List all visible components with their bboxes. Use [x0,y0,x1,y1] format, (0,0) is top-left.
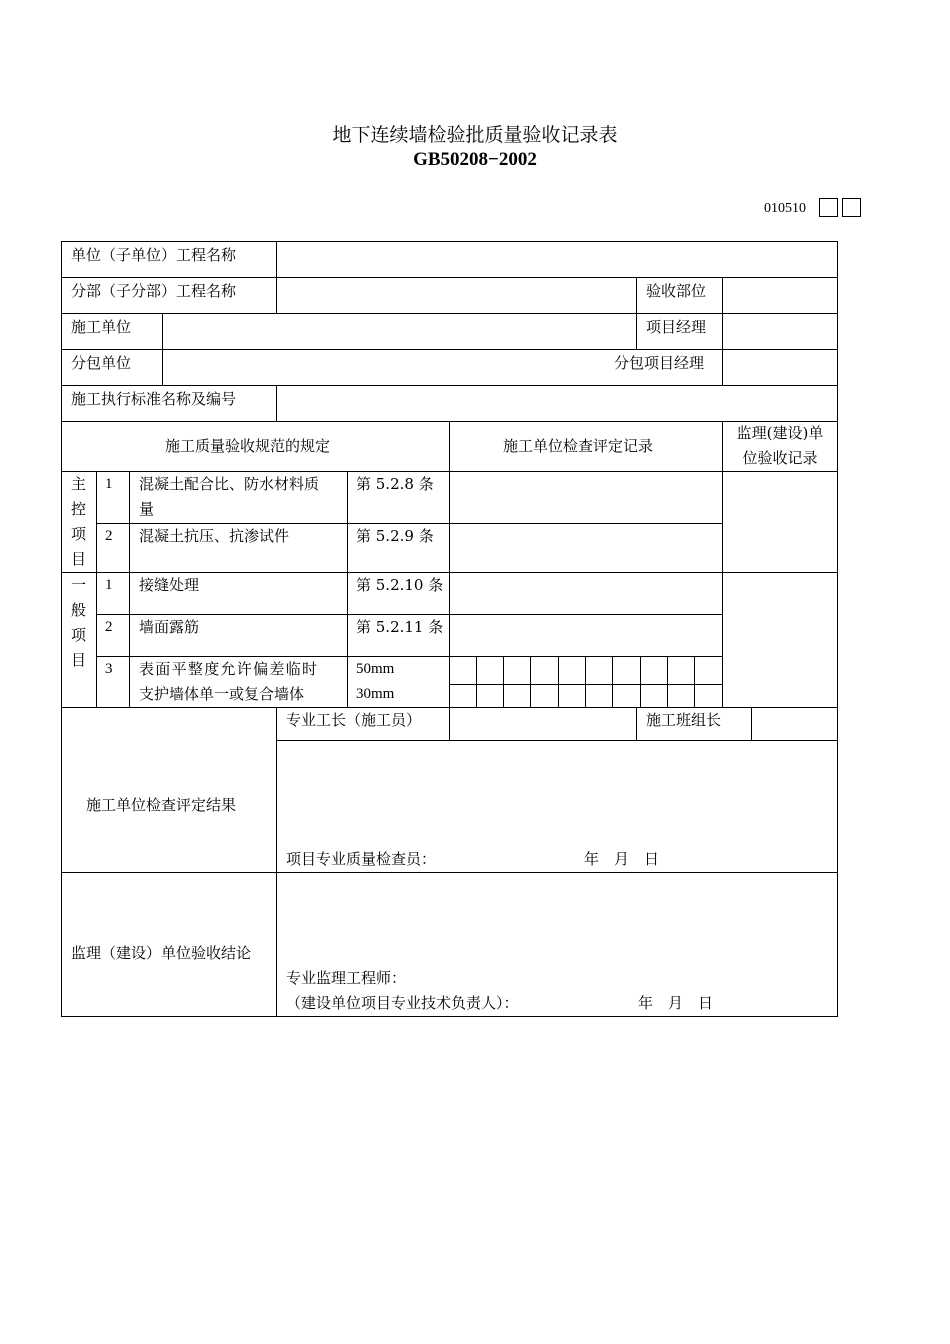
standard-name-label: 施工执行标准名称及编号 [71,390,237,408]
result-label: 施工单位检查评定结果 [86,796,237,814]
table-line [96,471,97,707]
spec-column-header: 施工质量验收规范的规定 [165,437,331,455]
table-line [61,241,838,242]
general-item-1-clause: 第 5.2.10 条 [356,576,444,594]
main-item-2-desc: 混凝土抗压、抗渗试件 [139,527,290,545]
acceptance-part-label: 验收部位 [646,282,707,300]
general-item-2-no: 2 [105,619,113,635]
table-line [837,241,838,1017]
general-group-char: 般 [71,601,87,619]
team-leader-label: 施工班组长 [646,711,722,729]
table-line [61,385,838,386]
table-line [636,277,637,349]
main-group-char: 目 [71,550,87,568]
result-date: 年 月 日 [584,850,660,868]
general-item-1-desc: 接缝处理 [139,576,200,594]
inspector-label: 项目专业质量检查员： [286,850,437,868]
general-group-char: 项 [71,626,87,644]
main-item-1-no: 1 [105,476,113,492]
table-line [347,471,348,707]
division-label: 分部（子分部）工程名称 [71,282,237,300]
owner-label: （建设单位项目专业技术负责人）： [286,994,519,1012]
general-group-char: 目 [71,651,87,669]
table-line [61,872,838,873]
table-line [503,656,504,707]
conclusion-date: 年 月 日 [638,994,714,1012]
table-line [61,1016,838,1017]
table-line [636,707,637,740]
table-line [276,385,277,421]
foreman-label: 专业工长（施工员） [286,711,422,729]
construction-unit-label: 施工单位 [71,318,132,336]
main-group-char: 控 [71,500,87,518]
table-line [276,241,277,313]
table-line [694,656,695,707]
subcontract-manager-label: 分包项目经理 [614,354,705,372]
subcontract-unit-label: 分包单位 [71,354,132,372]
form-code: 010510 [764,201,806,216]
general-item-1-no: 1 [105,577,113,593]
table-line [129,471,130,707]
table-line [722,421,723,707]
engineer-label: 专业监理工程师： [286,969,407,987]
main-item-1-desc-line2: 量 [139,500,155,518]
general-item-3-desc-line1: 表面平整度允许偏差临时 [139,660,319,678]
general-item-3-value1: 50mm [356,661,395,677]
main-group-char: 项 [71,525,87,543]
table-line [640,656,641,707]
table-line [476,656,477,707]
table-line [585,656,586,707]
table-line [276,707,277,1017]
conclusion-label: 监理（建设）单位验收结论 [71,944,252,962]
general-item-2-clause: 第 5.2.11 条 [356,618,444,636]
document-title: 地下连续墙检验批质量验收记录表 [332,124,618,146]
supervision-header-line1: 监理(建设)单 [736,424,824,442]
general-item-2-desc: 墙面露筋 [139,618,200,636]
table-line [162,313,163,385]
main-item-2-clause: 第 5.2.9 条 [356,527,434,545]
general-item-3-desc-line2: 支护墙体单一或复合墙体 [139,685,305,703]
check-record-column-header: 施工单位检查评定记录 [503,437,654,455]
project-manager-label: 项目经理 [646,318,707,336]
general-group-char: 一 [71,576,87,594]
supervision-header-line2: 位验收记录 [742,449,818,467]
table-line [449,707,450,740]
main-group-char: 主 [71,475,87,493]
table-line [722,277,723,385]
general-item-3-no: 3 [105,661,113,677]
table-line [276,740,838,741]
table-line [612,656,613,707]
table-line [449,421,450,707]
unit-project-label: 单位（子单位）工程名称 [71,246,237,264]
table-line [61,241,62,1017]
main-item-1-clause: 第 5.2.8 条 [356,475,434,493]
standard-code: GB50208−2002 [413,149,537,170]
table-line [667,656,668,707]
main-item-1-desc-line1: 混凝土配合比、防水材料质 [139,475,320,493]
general-item-3-value2: 30mm [356,686,395,702]
main-item-2-no: 2 [105,528,113,544]
table-line [558,656,559,707]
table-line [530,656,531,707]
table-line [751,707,752,740]
